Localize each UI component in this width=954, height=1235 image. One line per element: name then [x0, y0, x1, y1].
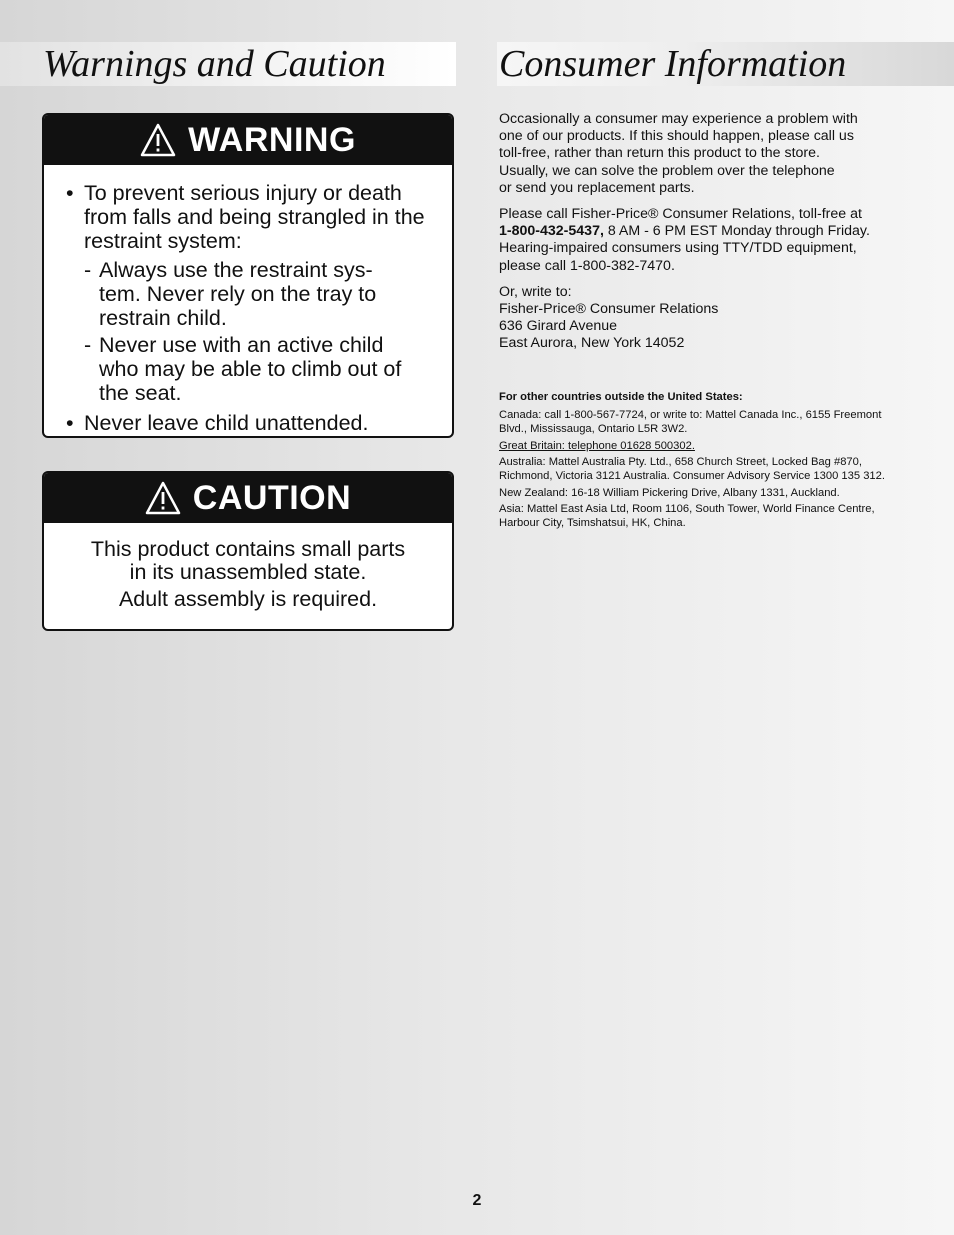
- international-contacts: [499, 390, 899, 533]
- warning-sub-item-2: [84, 333, 434, 405]
- canada-contact: [499, 408, 899, 436]
- text-line: tem. Never rely on the tray to: [99, 282, 377, 306]
- text-line: or send you replacement parts.: [499, 179, 695, 196]
- consumer-address: [499, 284, 899, 353]
- toll-free-phone: 1-800-432-5437,: [499, 223, 604, 240]
- warning-bullet-2: [66, 411, 434, 435]
- caution-line-3: Adult assembly is required.: [118, 587, 378, 611]
- text-line: Or, write to:: [499, 283, 572, 300]
- warning-body: [44, 165, 452, 435]
- text-line: Hearing-impaired consumers using TTY/TDD equipment,: [499, 240, 857, 257]
- caution-box: [42, 471, 454, 631]
- text-line: To prevent serious injury or death: [84, 181, 402, 205]
- text-line: toll-free, rather than return this product to the store.: [499, 145, 820, 162]
- caution-line-2: in its unassembled state.: [129, 560, 367, 584]
- page-number: 2: [472, 1192, 482, 1209]
- consumer-info-text: [499, 111, 899, 362]
- text-line: Australia: Mattel Australia Pty. Ltd., 658 Church Street, Locked Bag #870,: [499, 456, 862, 468]
- text-line: from falls and being strangled in the: [84, 205, 425, 229]
- consumer-info-heading: Consumer Information: [499, 43, 847, 85]
- warning-sub-item-1-text: [99, 258, 376, 330]
- text-line: Never use with an active child: [99, 333, 384, 357]
- warning-sub-item-2-text: [99, 333, 401, 405]
- text-line: Please call Fisher-Price® Consumer Relations, toll-free at: [499, 206, 862, 223]
- warning-header: [44, 115, 452, 165]
- text-line: the seat.: [99, 381, 182, 405]
- section-heading-band-consumer: [497, 42, 954, 86]
- text-line: Blvd., Mississauga, Ontario L5R 3W2.: [499, 423, 688, 435]
- text-line: please call 1-800-382-7470.: [499, 257, 675, 274]
- text-line: Always use the restraint sys-: [99, 258, 373, 282]
- britain-contact: Great Britain: telephone 01628 500302.: [499, 439, 695, 452]
- text-line: East Aurora, New York 14052: [499, 335, 685, 352]
- text-line: 636 Girard Avenue: [499, 318, 618, 335]
- caution-title: CAUTION: [192, 478, 352, 517]
- bullet-dot: •: [66, 181, 74, 205]
- hours-text: 8 AM - 6 PM EST Monday through Friday.: [603, 223, 870, 240]
- warning-triangle-icon: [140, 123, 176, 157]
- consumer-paragraph-2: [499, 206, 899, 275]
- text-line: Occasionally a consumer may experience a problem with: [499, 111, 858, 127]
- text-line: Harbour City, Tsimshatsui, HK, China.: [499, 517, 686, 529]
- text-line: Richmond, Victoria 3121 Australia. Consumer Advisory Service 1300 135 312.: [499, 470, 885, 482]
- text-line: Canada: call 1-800-567-7724, or write to: Mattel Canada Inc., 6155 Freemont: [499, 409, 882, 421]
- international-title: For other countries outside the United States:: [499, 391, 743, 403]
- warnings-heading: Warnings and Caution: [43, 43, 386, 85]
- warning-title: WARNING: [188, 120, 356, 159]
- text-line: restraint system:: [84, 229, 242, 253]
- asia-contact: [499, 502, 899, 530]
- caution-header: [44, 473, 452, 523]
- warning-triangle-icon: [145, 481, 181, 515]
- australia-contact: [499, 455, 899, 483]
- text-line: Asia: Mattel East Asia Ltd, Room 1106, South Tower, World Finance Centre,: [499, 503, 875, 515]
- text-line: Usually, we can solve the problem over the telephone: [499, 162, 835, 179]
- newzealand-contact: New Zealand: 16-18 William Pickering Drive, Albany 1331, Auckland.: [499, 486, 840, 499]
- section-heading-band-warnings: [0, 42, 456, 86]
- warning-bullet-1-text: [84, 181, 425, 253]
- text-line: restrain child.: [99, 306, 227, 330]
- sub-dash: -: [84, 333, 92, 357]
- bullet-dot: •: [66, 411, 74, 435]
- warning-box: [42, 113, 454, 438]
- caution-line-1: This product contains small parts: [90, 537, 406, 561]
- warning-bullet-1: [66, 181, 434, 253]
- consumer-paragraph-1: [499, 111, 899, 197]
- text-line: who may be able to climb out of: [99, 357, 402, 381]
- warning-sub-item-1: [84, 258, 434, 330]
- text-line: Fisher-Price® Consumer Relations: [499, 301, 719, 318]
- sub-dash: -: [84, 258, 92, 282]
- caution-body: [44, 523, 452, 611]
- warning-bullet-2-text: Never leave child unattended.: [84, 411, 369, 435]
- text-line: one of our products. If this should happen, please call us: [499, 128, 854, 145]
